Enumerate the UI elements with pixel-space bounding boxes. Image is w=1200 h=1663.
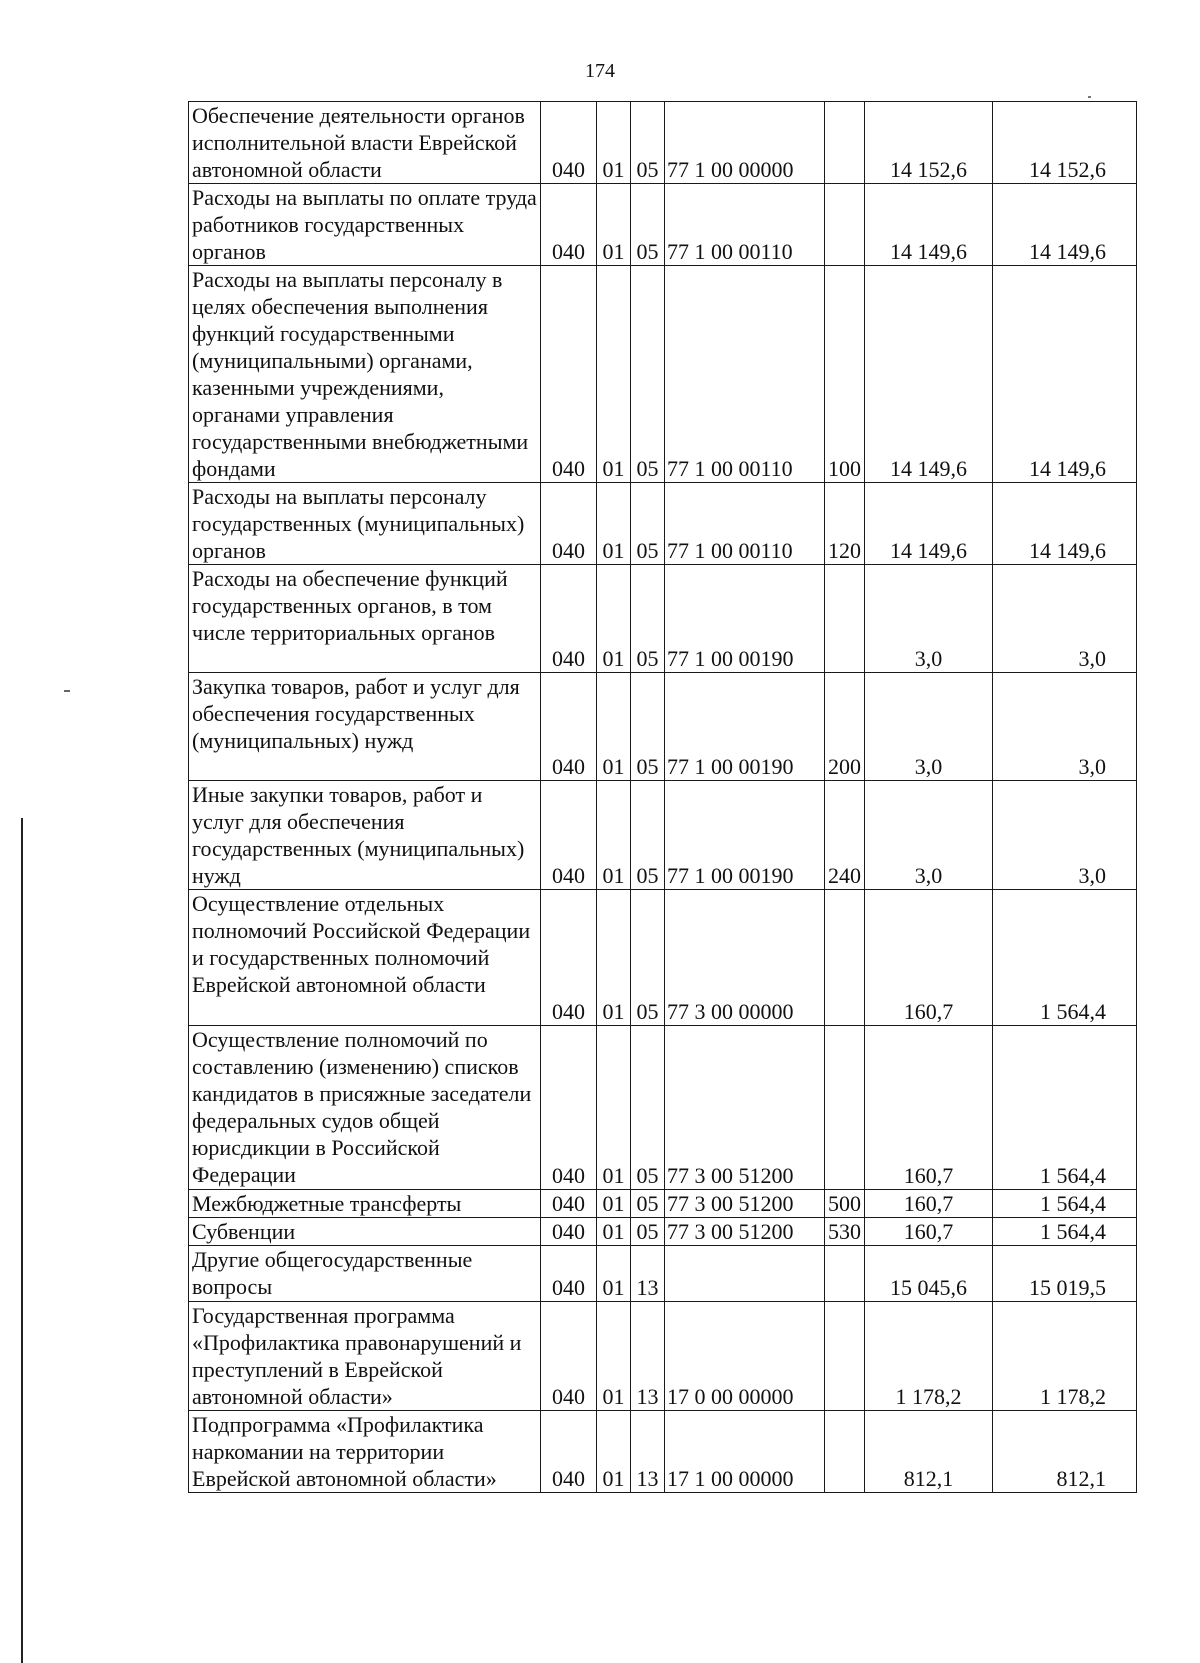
amount-year2-cell: 1 564,4 xyxy=(993,1190,1137,1218)
section-code-cell: 01 xyxy=(597,184,631,266)
expense-type-cell: 500 xyxy=(825,1190,865,1218)
expense-type-cell xyxy=(825,1411,865,1493)
ved-code-cell: 040 xyxy=(541,890,597,1026)
amount-year1-cell: 812,1 xyxy=(865,1411,993,1493)
table-row xyxy=(189,890,1137,1026)
ved-code-cell: 040 xyxy=(541,1190,597,1218)
subsection-code-cell: 13 xyxy=(631,1246,665,1302)
table-row xyxy=(189,781,1137,890)
subsection-code-cell: 13 xyxy=(631,1302,665,1411)
row-name-cell: Расходы на выплаты по оплате труда работников государственных органов xyxy=(189,184,541,266)
table-row xyxy=(189,673,1137,781)
expense-type-cell xyxy=(825,890,865,1026)
subsection-code-cell: 05 xyxy=(631,673,665,781)
expense-type-cell xyxy=(825,1302,865,1411)
target-article-cell: 77 1 00 00110 xyxy=(665,483,825,565)
table-row xyxy=(189,266,1137,483)
section-code-cell: 01 xyxy=(597,1026,631,1190)
section-code-cell: 01 xyxy=(597,565,631,673)
amount-year2-cell: 1 178,2 xyxy=(993,1302,1137,1411)
subsection-code-cell: 13 xyxy=(631,1411,665,1493)
target-article-cell: 17 0 00 00000 xyxy=(665,1302,825,1411)
amount-year2-cell: 14 149,6 xyxy=(993,266,1137,483)
row-name-cell: Межбюджетные трансферты xyxy=(189,1190,541,1218)
table-row xyxy=(189,102,1137,184)
section-code-cell: 01 xyxy=(597,1302,631,1411)
amount-year1-cell: 14 149,6 xyxy=(865,266,993,483)
row-name-cell: Другие общегосударственные вопросы xyxy=(189,1246,541,1302)
amount-year1-cell: 14 149,6 xyxy=(865,483,993,565)
table-row xyxy=(189,1246,1137,1302)
expense-type-cell: 240 xyxy=(825,781,865,890)
amount-year1-cell: 3,0 xyxy=(865,565,993,673)
amount-year1-cell: 3,0 xyxy=(865,781,993,890)
target-article-cell: 77 3 00 00000 xyxy=(665,890,825,1026)
target-article-cell: 77 1 00 00000 xyxy=(665,102,825,184)
ved-code-cell: 040 xyxy=(541,483,597,565)
table-row xyxy=(189,1411,1137,1493)
target-article-cell: 77 1 00 00110 xyxy=(665,184,825,266)
subsection-code-cell: 05 xyxy=(631,266,665,483)
row-name-cell: Иные закупки товаров, работ и услуг для обеспечения государственных (муниципальных) нужд xyxy=(189,781,541,890)
target-article-cell: 77 1 00 00110 xyxy=(665,266,825,483)
section-code-cell: 01 xyxy=(597,673,631,781)
amount-year2-cell: 3,0 xyxy=(993,673,1137,781)
subsection-code-cell: 05 xyxy=(631,890,665,1026)
row-name-cell: Осуществление полномочий по составлению (изменению) списков кандидатов в присяжные заседатели федеральных судов общей юрисдикции в Российской Федерации xyxy=(189,1026,541,1190)
expense-type-cell: 120 xyxy=(825,483,865,565)
row-name-cell: Расходы на выплаты персоналу в целях обеспечения выполнения функций государственными (муниципальными) органами, казенными учреждениями, органами управления государственными внебюджетными фондами xyxy=(189,266,541,483)
amount-year2-cell: 1 564,4 xyxy=(993,1026,1137,1190)
subsection-code-cell: 05 xyxy=(631,781,665,890)
table-row xyxy=(189,1218,1137,1246)
amount-year2-cell: 14 152,6 xyxy=(993,102,1137,184)
table-row xyxy=(189,1190,1137,1218)
subsection-code-cell: 05 xyxy=(631,1218,665,1246)
amount-year2-cell: 14 149,6 xyxy=(993,483,1137,565)
ved-code-cell: 040 xyxy=(541,184,597,266)
expense-type-cell xyxy=(825,184,865,266)
table-row xyxy=(189,1026,1137,1190)
subsection-code-cell: 05 xyxy=(631,1190,665,1218)
budget-table-body xyxy=(189,102,1137,1493)
section-code-cell: 01 xyxy=(597,1190,631,1218)
target-article-cell: 77 3 00 51200 xyxy=(665,1218,825,1246)
target-article-cell: 77 1 00 00190 xyxy=(665,565,825,673)
ved-code-cell: 040 xyxy=(541,102,597,184)
amount-year1-cell: 1 178,2 xyxy=(865,1302,993,1411)
section-code-cell: 01 xyxy=(597,266,631,483)
amount-year1-cell: 14 149,6 xyxy=(865,184,993,266)
table-row xyxy=(189,1302,1137,1411)
row-name-cell: Субвенции xyxy=(189,1218,541,1246)
target-article-cell: 77 1 00 00190 xyxy=(665,781,825,890)
budget-table xyxy=(188,101,1137,1493)
expense-type-cell: 530 xyxy=(825,1218,865,1246)
target-article-cell: 77 3 00 51200 xyxy=(665,1190,825,1218)
expense-type-cell xyxy=(825,1026,865,1190)
row-name-cell: Закупка товаров, работ и услуг для обеспечения государственных (муниципальных) нужд xyxy=(189,673,541,781)
table-row xyxy=(189,184,1137,266)
amount-year2-cell: 812,1 xyxy=(993,1411,1137,1493)
expense-type-cell xyxy=(825,1246,865,1302)
expense-type-cell: 100 xyxy=(825,266,865,483)
row-name-cell: Подпрограмма «Профилактика наркомании на территории Еврейской автономной области» xyxy=(189,1411,541,1493)
ved-code-cell: 040 xyxy=(541,781,597,890)
scan-speck xyxy=(1088,96,1091,98)
section-code-cell: 01 xyxy=(597,1218,631,1246)
amount-year1-cell: 160,7 xyxy=(865,1218,993,1246)
subsection-code-cell: 05 xyxy=(631,102,665,184)
amount-year1-cell: 15 045,6 xyxy=(865,1246,993,1302)
amount-year2-cell: 1 564,4 xyxy=(993,890,1137,1026)
expense-type-cell xyxy=(825,102,865,184)
expense-type-cell: 200 xyxy=(825,673,865,781)
table-row xyxy=(189,565,1137,673)
amount-year1-cell: 160,7 xyxy=(865,1026,993,1190)
ved-code-cell: 040 xyxy=(541,1411,597,1493)
amount-year2-cell: 15 019,5 xyxy=(993,1246,1137,1302)
amount-year2-cell: 3,0 xyxy=(993,565,1137,673)
ved-code-cell: 040 xyxy=(541,1026,597,1190)
subsection-code-cell: 05 xyxy=(631,483,665,565)
amount-year2-cell: 14 149,6 xyxy=(993,184,1137,266)
target-article-cell: 17 1 00 00000 xyxy=(665,1411,825,1493)
row-name-cell: Обеспечение деятельности органов исполнительной власти Еврейской автономной области xyxy=(189,102,541,184)
section-code-cell: 01 xyxy=(597,890,631,1026)
ved-code-cell: 040 xyxy=(541,266,597,483)
amount-year2-cell: 3,0 xyxy=(993,781,1137,890)
ved-code-cell: 040 xyxy=(541,1302,597,1411)
row-name-cell: Расходы на выплаты персоналу государственных (муниципальных) органов xyxy=(189,483,541,565)
ved-code-cell: 040 xyxy=(541,673,597,781)
ved-code-cell: 040 xyxy=(541,565,597,673)
target-article-cell: 77 1 00 00190 xyxy=(665,673,825,781)
amount-year1-cell: 160,7 xyxy=(865,890,993,1026)
row-name-cell: Государственная программа «Профилактика правонарушений и преступлений в Еврейской автономной области» xyxy=(189,1302,541,1411)
row-name-cell: Расходы на обеспечение функций государственных органов, в том числе территориальных органов xyxy=(189,565,541,673)
expense-type-cell xyxy=(825,565,865,673)
ved-code-cell: 040 xyxy=(541,1246,597,1302)
section-code-cell: 01 xyxy=(597,102,631,184)
amount-year1-cell: 14 152,6 xyxy=(865,102,993,184)
section-code-cell: 01 xyxy=(597,1246,631,1302)
section-code-cell: 01 xyxy=(597,781,631,890)
page-number: 174 xyxy=(585,60,615,82)
scan-speck xyxy=(64,690,70,692)
target-article-cell: 77 3 00 51200 xyxy=(665,1026,825,1190)
amount-year1-cell: 160,7 xyxy=(865,1190,993,1218)
table-row xyxy=(189,483,1137,565)
amount-year1-cell: 3,0 xyxy=(865,673,993,781)
target-article-cell xyxy=(665,1246,825,1302)
row-name-cell: Осуществление отдельных полномочий Российской Федерации и государственных полномочий Еврейской автономной области xyxy=(189,890,541,1026)
amount-year2-cell: 1 564,4 xyxy=(993,1218,1137,1246)
subsection-code-cell: 05 xyxy=(631,1026,665,1190)
subsection-code-cell: 05 xyxy=(631,184,665,266)
section-code-cell: 01 xyxy=(597,483,631,565)
subsection-code-cell: 05 xyxy=(631,565,665,673)
section-code-cell: 01 xyxy=(597,1411,631,1493)
ved-code-cell: 040 xyxy=(541,1218,597,1246)
scan-edge-line xyxy=(21,818,23,1663)
